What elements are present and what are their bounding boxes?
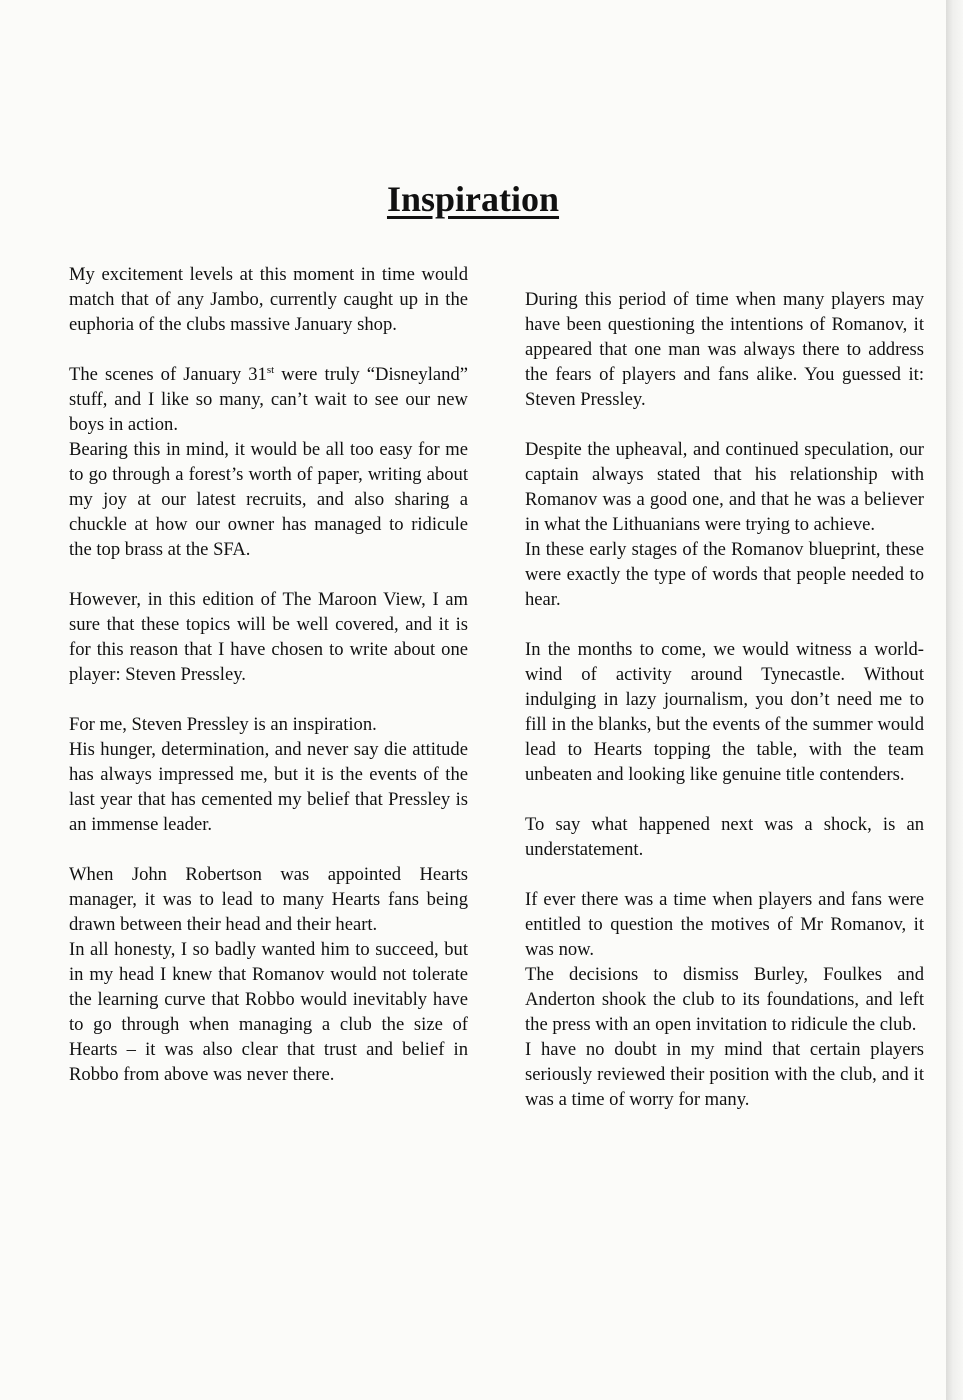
paragraph: If ever there was a time when players and fans were entitled to question the motives of Mr Romanov, it was now. — [525, 889, 924, 960]
paragraph: In all honesty, I so badly wanted him to succeed, but in my head I knew that Romanov would not tolerate the learning curve that Robbo would inevitably have to go through when managing a club the size of Hearts – it was also clear that trust and belief in Robbo from above was never there. — [69, 939, 468, 1085]
article-title: Inspiration — [386, 179, 560, 219]
left-column — [69, 262, 468, 1087]
paragraph: For me, Steven Pressley is an inspiration. — [69, 714, 377, 735]
paragraph: The decisions to dismiss Burley, Foulkes and Anderton shook the club to its foundations, and left the press with an open invitation to ridicule the club. — [525, 964, 924, 1035]
paragraph-text: The scenes of January 31 — [69, 364, 267, 385]
paragraph — [69, 362, 468, 437]
paragraph: Despite the upheaval, and continued speculation, our captain always stated that his relationship with Romanov was a good one, and that he was a believer in what the Lithuanians were trying to achieve. — [525, 439, 924, 535]
paragraph: I have no doubt in my mind that certain players seriously reviewed their position with the club, and it was a time of worry for many. — [525, 1039, 924, 1110]
ordinal-suffix: st — [266, 364, 275, 376]
paragraph: In these early stages of the Romanov blueprint, these were exactly the type of words that people needed to hear. — [525, 539, 924, 610]
paragraph: My excitement levels at this moment in time would match that of any Jambo, currently caught up in the euphoria of the clubs massive January shop. — [69, 264, 468, 335]
paragraph: However, in this edition of The Maroon View, I am sure that these topics will be well covered, and it is for this reason that I have chosen to write about one player: Steven Pressley. — [69, 589, 468, 685]
paragraph: In the months to come, we would witness a world-wind of activity around Tynecastle. Without indulging in lazy journalism, you don’t need me to fill in the blanks, but the events of the summer would lead to Hearts topping the table, with the team unbeaten and looking like genuine title contenders. — [525, 639, 924, 785]
paragraph: His hunger, determination, and never say die attitude has always impressed me, but it is the events of the last year that has cemented my belief that Pressley is an immense leader. — [69, 739, 468, 835]
paragraph: When John Robertson was appointed Hearts manager, it was to lead to many Hearts fans being drawn between their head and their heart. — [69, 864, 468, 935]
right-column — [525, 287, 924, 1112]
paragraph: During this period of time when many players may have been questioning the intentions of Romanov, it appeared that one man was always there to address the fears of players and fans alike. You guessed it: Steven Pressley. — [525, 289, 924, 410]
paragraph: Bearing this in mind, it would be all too easy for me to go through a forest’s worth of paper, writing about my joy at our latest recruits, and also sharing a chuckle at how our owner has managed to ridicule the top brass at the SFA. — [69, 439, 468, 560]
paragraph-text: were truly “Disneyland” stuff, and I like so many, can’t wait to see our new boys in action. — [69, 364, 468, 435]
paragraph: To say what happened next was a shock, is an understatement. — [525, 814, 924, 860]
page-edge — [946, 0, 963, 1400]
